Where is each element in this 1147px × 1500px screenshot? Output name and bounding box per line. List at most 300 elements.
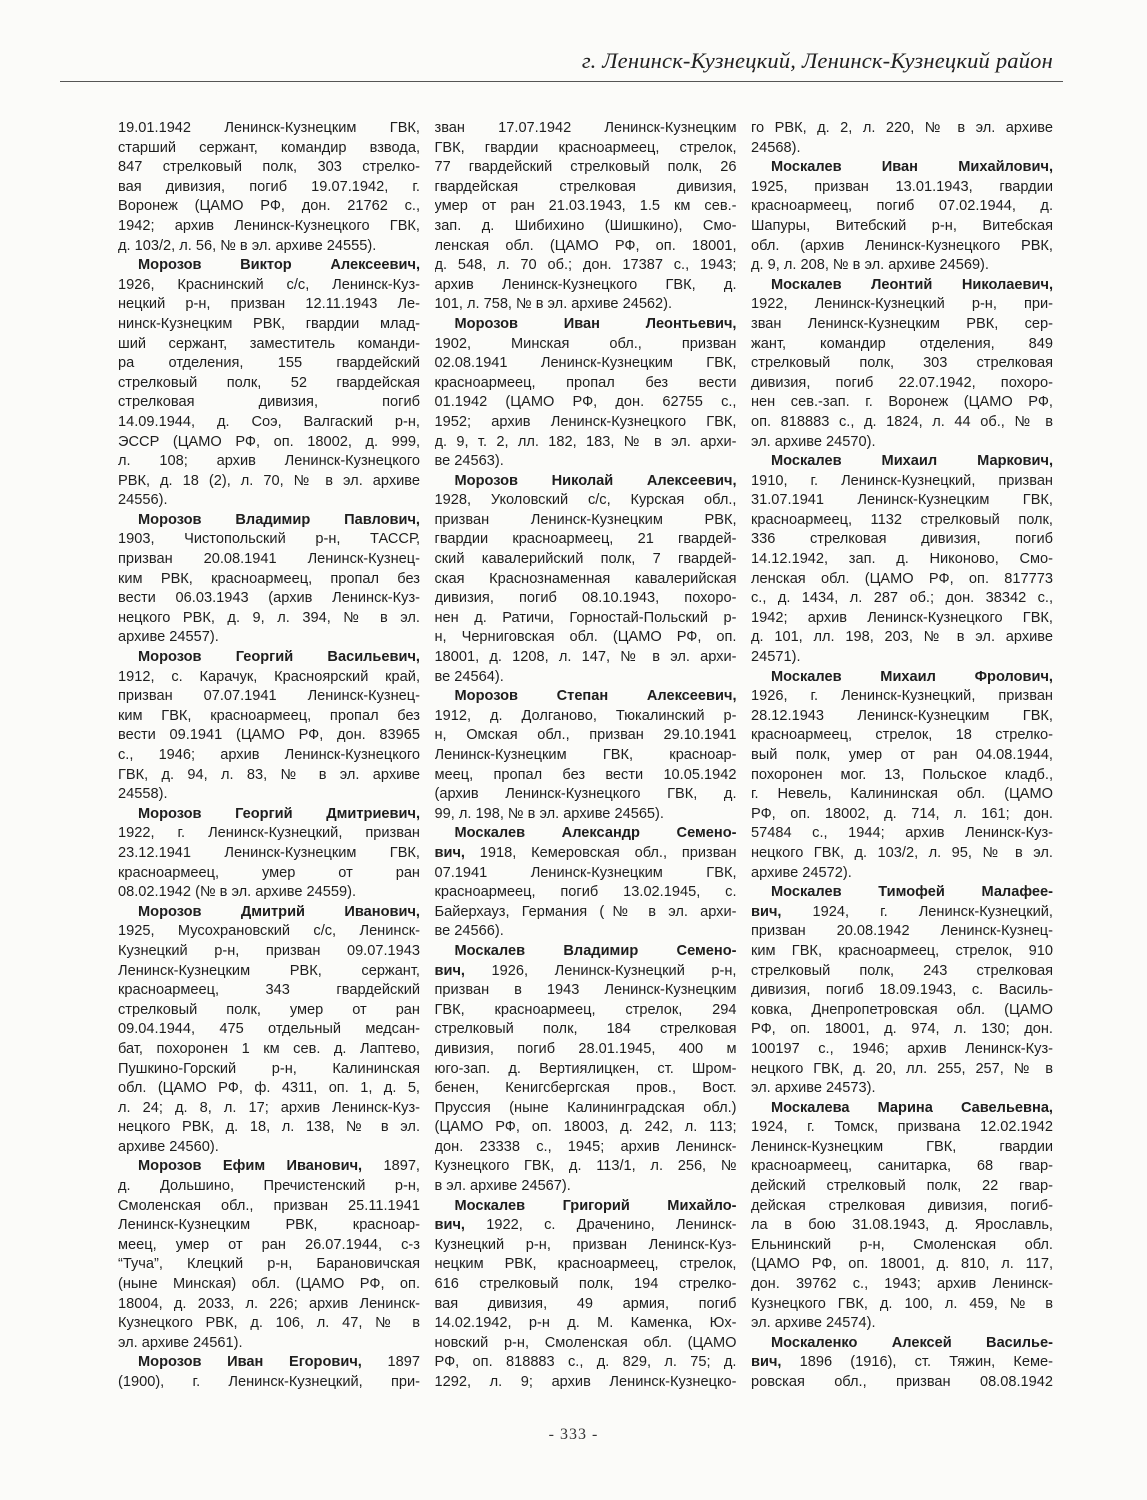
text-line [118, 1118, 420, 1138]
line-text: РФ, оп. 818883 с., д. 829, л. 75; д. [434, 1354, 737, 1371]
text-line [751, 962, 1053, 982]
text-line [118, 962, 420, 982]
entry-name-line [751, 1353, 1053, 1373]
text-line [751, 1060, 1053, 1080]
text-line [751, 785, 1053, 805]
text-line [751, 139, 1053, 159]
line-text: 24568). [751, 139, 801, 156]
text-line [435, 1020, 737, 1040]
text-line [751, 393, 1053, 413]
line-text: 99, л. 198, № в эл. архиве 24565). [434, 805, 664, 822]
line-text: 23.12.1941 Ленинск-Кузнецким ГВК, [118, 844, 420, 861]
text-line [118, 746, 420, 766]
text-line [751, 687, 1053, 707]
text-line [751, 197, 1053, 217]
text-line [118, 295, 420, 315]
line-text: 1292, л. 9; архив Ленинск-Кузнецко- [434, 1374, 737, 1390]
text-line [118, 530, 420, 550]
line-text: дон. 39762 с., 1943; архив Ленинск- [751, 1276, 1053, 1293]
person-name: Морозов Владимир Павлович, [138, 511, 420, 528]
line-text: ким РВК, красноармеец, пропал без [118, 570, 420, 587]
line-text: 14.09.1944, д. Соэ, Валгаский р-н, [118, 413, 420, 430]
text-line [435, 981, 737, 1001]
text-line [118, 824, 420, 844]
line-text: 1926, Краснинский с/с, Ленинск-Куз- [118, 276, 420, 293]
line-text: (ныне Минская) обл. (ЦАМО РФ, оп. [118, 1276, 420, 1293]
line-text: д. 103/2, л. 56, № в эл. архиве 24555). [118, 237, 377, 254]
text-line [118, 1236, 420, 1256]
person-name: Морозов Виктор Алексеевич, [138, 257, 420, 274]
line-text: 616 стрелковый полк, 194 стрелко- [434, 1276, 737, 1293]
entry-name-line [435, 824, 737, 844]
line-text: с., д. 1434, л. 287 об.; дон. 38342 с., [751, 590, 1053, 607]
line-text: 1897 [361, 1354, 420, 1371]
line-text: стрелковый полк, умер от ран [118, 1001, 420, 1018]
line-text: вая дивизия, 49 армия, погиб [434, 1295, 737, 1312]
line-text: красноармеец, стрелок, 18 стрелко- [751, 727, 1053, 744]
person-name: Москаленко Алексей Василье- [771, 1334, 1053, 1351]
text-line [118, 1373, 420, 1393]
text-line [435, 1353, 737, 1373]
line-text: гвардейская стрелковая дивизия, [434, 178, 737, 195]
line-text: юго-зап. д. Вертиялицкен, ст. Шром- [434, 1060, 737, 1077]
text-line [435, 1001, 737, 1021]
text-line [435, 217, 737, 237]
text-line [751, 335, 1053, 355]
line-text: ский кавалерийский полк, 7 гвардей- [434, 551, 737, 568]
line-text: в эл. архиве 24567). [434, 1178, 571, 1195]
text-line [751, 217, 1053, 237]
line-text: 1925, Мусохрановский с/с, Ленинск- [118, 923, 420, 940]
line-text: ший сержант, заместитель команди- [118, 335, 420, 352]
line-text: ким ГВК, красноармеец, стрелок, 910 [751, 942, 1053, 959]
line-text: нинск-Кузнецким РВК, гвардии млад- [118, 315, 420, 332]
text-line [435, 903, 737, 923]
text-line [435, 589, 737, 609]
text-line [118, 1255, 420, 1275]
line-text: дивизия, погиб 08.10.1943, похоро- [434, 590, 737, 607]
line-text: 1918, Кемеровская обл., призван [464, 844, 737, 861]
text-line [118, 335, 420, 355]
line-text: дивизия, погиб 28.01.1945, 400 м [434, 1040, 737, 1057]
text-line [118, 139, 420, 159]
line-text: зап. д. Шибихино (Шишкино), Смо- [434, 217, 737, 234]
text-line [118, 315, 420, 335]
line-text: призван 20.08.1942 Ленинск-Кузнец- [751, 923, 1053, 940]
text-line [435, 922, 737, 942]
entry-name-line [751, 452, 1053, 472]
running-title: г. Ленинск-Кузнецкий, Ленинск-Кузнецкий район [581, 48, 1053, 73]
entry-name-line [118, 256, 420, 276]
line-text: нен д. Ратичи, Горностай-Польский р- [434, 609, 737, 626]
line-text: 18004, д. 2033, л. 226; архив Ленинск- [118, 1295, 420, 1312]
line-text: обл. (ЦАМО РФ, ф. 4311, оп. 1, д. 5, [118, 1080, 420, 1097]
line-text: нецким РВК, красноармеец, стрелок, [434, 1256, 737, 1273]
entry-name-line [435, 844, 737, 864]
text-line [751, 1197, 1053, 1217]
line-text: 1922, г. Ленинск-Кузнецкий, призван [118, 825, 420, 842]
text-line [751, 1020, 1053, 1040]
person-name: Москалев Иван Михайлович, [771, 159, 1053, 176]
text-line [751, 413, 1053, 433]
line-text: архив Ленинск-Кузнецкого ГВК, д. [434, 276, 737, 293]
text-line [118, 1275, 420, 1295]
text-line [435, 335, 737, 355]
text-line [751, 609, 1053, 629]
line-text: 1924, г. Ленинск-Кузнецкий, [781, 903, 1053, 920]
text-line [118, 1295, 420, 1315]
text-line [751, 1275, 1053, 1295]
line-text: РФ, оп. 18001, д. 974, л. 130; дон. [751, 1021, 1053, 1038]
line-text: 24556). [118, 492, 168, 509]
line-text: нецкого РВК, д. 18, л. 138, № в эл. [118, 1119, 420, 1136]
entry-name-line [118, 1157, 420, 1177]
line-text: умер от ран 21.03.1943, 1.5 км сев.- [434, 198, 737, 215]
line-text: 1942; архив Ленинск-Кузнецкого ГВК, [751, 609, 1053, 626]
text-line [751, 589, 1053, 609]
line-text: 24558). [118, 786, 168, 803]
line-text: 18001, д. 1208, л. 147, № в эл. архи- [434, 649, 737, 666]
entry-name-line [435, 962, 737, 982]
entry-name-line [118, 511, 420, 531]
line-text: ве 24564). [434, 668, 504, 685]
line-text: д. 9, л. 208, № в эл. архиве 24569). [751, 257, 989, 274]
text-line [118, 922, 420, 942]
line-text: красноармеец, умер от ран [118, 864, 420, 881]
line-text: вести 09.1941 (ЦАМО РФ, дон. 83965 [118, 727, 420, 744]
line-text: 1902, Минская обл., призван [434, 335, 737, 352]
text-line [435, 785, 737, 805]
text-line [435, 609, 737, 629]
line-text: дивизия, погиб 22.07.1942, похоро- [751, 374, 1053, 391]
entry-name-line [751, 883, 1053, 903]
text-line [751, 1295, 1053, 1315]
text-line [435, 707, 737, 727]
header-rule [60, 81, 1063, 82]
entry-name-line [118, 648, 420, 668]
entry-name-line [435, 315, 737, 335]
text-line [435, 1373, 737, 1393]
entry-name-line [435, 687, 737, 707]
text-line [435, 139, 737, 159]
line-text: 100197 с., 1946; архив Ленинск-Куз- [751, 1040, 1053, 1057]
entry-name-line [435, 472, 737, 492]
line-text: дивизия, погиб 18.09.1943, с. Василь- [751, 982, 1053, 999]
line-text: Пруссия (ныне Калининградская обл.) [434, 1099, 737, 1116]
text-line [435, 511, 737, 531]
line-text: ковка, Днепропетровская обл. (ЦАМО [751, 1001, 1053, 1018]
line-text: стрелковый полк, 243 стрелковая [751, 962, 1053, 979]
line-text: призван Ленинск-Кузнецким РВК, [434, 511, 737, 528]
column-right [751, 119, 1053, 1393]
line-text: Ленинск-Кузнецким ГВК, красноар- [434, 747, 737, 763]
text-line [118, 1334, 420, 1354]
text-line [751, 864, 1053, 884]
text-line [751, 1040, 1053, 1060]
line-text: красноармеец, пропал без вести [434, 374, 737, 391]
text-line [435, 726, 737, 746]
text-line [435, 1060, 737, 1080]
text-line [435, 178, 737, 198]
text-line [118, 1020, 420, 1040]
text-line [118, 374, 420, 394]
text-line [118, 942, 420, 962]
line-text: Ельнинский р-н, Смоленская обл. [751, 1236, 1053, 1253]
line-text: 01.1942 (ЦАМО РФ, дон. 62755 с., [434, 394, 737, 411]
line-text: вести 06.03.1943 (архив Ленинск-Куз- [118, 590, 420, 607]
entry-name-line [751, 276, 1053, 296]
text-line [435, 1079, 737, 1099]
text-line [435, 1255, 737, 1275]
line-text: г. Невель, Калининская обл. (ЦАМО [751, 786, 1053, 803]
text-line [751, 844, 1053, 864]
line-text: Кузнецкого ГВК, д. 113/1, л. 256, № [434, 1158, 737, 1175]
line-text: меец, умер от ран 26.07.1944, с-з [118, 1236, 420, 1253]
text-line [751, 746, 1053, 766]
text-line [118, 707, 420, 727]
entry-name-line [435, 942, 737, 962]
line-text: призван 20.08.1941 Ленинск-Кузнец- [118, 551, 420, 568]
text-line [118, 1060, 420, 1080]
line-text: эл. архиве 24570). [751, 433, 876, 450]
line-text: бат, похоронен 1 км сев. д. Лаптево, [118, 1040, 420, 1057]
line-text: 1952; архив Ленинск-Кузнецкого ГВК, [434, 413, 737, 430]
text-line [118, 119, 420, 139]
line-text: 09.04.1944, 475 отдельный медсан- [118, 1021, 420, 1038]
line-text: Байерхауз, Германия (№ в эл. архи- [434, 903, 737, 920]
text-line [751, 178, 1053, 198]
line-text: архиве 24572). [751, 864, 852, 881]
line-text: (архив Ленинск-Кузнецкого ГВК, д. [434, 786, 737, 803]
text-line [751, 766, 1053, 786]
line-text: н, Омская обл., призван 29.10.1941 [434, 727, 737, 744]
line-text: нецкий р-н, призван 12.11.1943 Ле- [118, 296, 420, 313]
text-line [435, 158, 737, 178]
text-line [118, 491, 420, 511]
text-line [751, 237, 1053, 257]
line-text: л. 108; архив Ленинск-Кузнецкого [118, 453, 420, 470]
text-line [751, 1118, 1053, 1138]
line-text: 14.02.1942, р-н д. М. Каменка, Юх- [434, 1315, 737, 1332]
line-text: эл. архиве 24574). [751, 1315, 876, 1332]
text-line [751, 491, 1053, 511]
text-line [435, 1177, 737, 1197]
line-text: 1926, г. Ленинск-Кузнецкий, призван [751, 688, 1053, 705]
text-line [435, 1157, 737, 1177]
text-line [751, 119, 1053, 139]
line-text: нен сев.-зап. г. Воронеж (ЦАМО РФ, [751, 394, 1053, 411]
line-text: призван 07.07.1941 Ленинск-Кузнец- [118, 688, 420, 705]
person-name: вич, [434, 962, 465, 979]
text-line [435, 550, 737, 570]
line-text: д. Дольшино, Пречистенский р-н, [118, 1178, 420, 1195]
text-line [751, 824, 1053, 844]
text-line [118, 589, 420, 609]
text-line [751, 354, 1053, 374]
person-name: Москалев Григорий Михайло- [454, 1197, 737, 1214]
line-text: ГВК, гвардии красноармеец, стрелок, [434, 139, 737, 156]
text-line [751, 707, 1053, 727]
text-line [435, 1314, 737, 1334]
line-text: (1900), г. Ленинск-Кузнецкий, при- [118, 1374, 420, 1390]
person-name: Москалев Михаил Маркович, [771, 453, 1053, 470]
text-line [118, 1197, 420, 1217]
line-text: стрелковый полк, 184 стрелковая [434, 1021, 737, 1038]
line-text: старший сержант, командир взвода, [118, 139, 420, 156]
text-line [435, 1099, 737, 1119]
entry-name-line [118, 805, 420, 825]
line-text: гвардии красноармеец, 21 гвардей- [434, 531, 737, 548]
text-line [435, 197, 737, 217]
text-line [751, 433, 1053, 453]
line-text: Кузнецкого РВК, д. 106, л. 47, № в [118, 1315, 420, 1332]
line-text: ра отделения, 155 гвардейский [118, 355, 420, 372]
text-line [751, 942, 1053, 962]
line-text: 1922, Ленинск-Кузнецкий р-н, при- [751, 296, 1053, 313]
line-text: 1896 (1916), ст. Тяжин, Кеме- [781, 1354, 1053, 1371]
line-text: эл. архиве 24573). [751, 1080, 876, 1097]
text-line [435, 295, 737, 315]
entry-name-line [751, 668, 1053, 688]
person-name: Москалев Михаил Фролович, [771, 668, 1053, 685]
text-line [751, 648, 1053, 668]
entry-name-line [118, 903, 420, 923]
person-name: вич, [434, 1217, 465, 1234]
line-text: РВК, д. 18 (2), л. 70, № в эл. архиве [118, 472, 420, 489]
text-line [118, 687, 420, 707]
text-line [118, 452, 420, 472]
column-middle [435, 119, 737, 1393]
line-text: 1925, призван 13.01.1943, гвардии [751, 178, 1053, 195]
text-line [435, 1040, 737, 1060]
line-text: ровская обл., призван 08.08.1942 [751, 1374, 1053, 1390]
text-line [118, 609, 420, 629]
text-line [118, 726, 420, 746]
line-text: “Туча”, Клецкий р-н, Барановичская [118, 1256, 420, 1273]
line-text: красноармеец, 343 гвардейский [118, 982, 420, 999]
text-line [751, 1001, 1053, 1021]
line-text: 1926, Ленинск-Кузнецкий р-н, [464, 962, 737, 979]
text-line [435, 1295, 737, 1315]
line-text: Ленинск-Кузнецким РВК, сержант, [118, 962, 420, 979]
text-line [435, 119, 737, 139]
text-line [751, 1138, 1053, 1158]
line-text: красноармеец, 1132 стрелковый полк, [751, 511, 1053, 528]
line-text: (ЦАМО РФ, оп. 18003, д. 242, л. 113; [434, 1119, 737, 1136]
text-line [751, 628, 1053, 648]
text-line [118, 785, 420, 805]
text-line [118, 413, 420, 433]
line-text: 1903, Чистопольский р-н, ТАССР, [118, 531, 420, 548]
text-line [435, 805, 737, 825]
line-text: ленская обл. (ЦАМО РФ, оп. 817773 [751, 570, 1053, 587]
line-text: Кузнецкого ГВК, д. 100, л. 459, № в [751, 1295, 1053, 1312]
text-line [751, 511, 1053, 531]
line-text: дейский стрелковый полк, 22 гвар- [751, 1178, 1053, 1195]
text-line [435, 668, 737, 688]
person-name: вич, [751, 903, 782, 920]
line-text: 28.12.1943 Ленинск-Кузнецким ГВК, [751, 707, 1053, 724]
line-text: (ЦАМО РФ, оп. 18001, д. 810, л. 117, [751, 1256, 1053, 1273]
text-line [751, 315, 1053, 335]
text-line [118, 354, 420, 374]
line-text: эл. архиве 24561). [118, 1334, 243, 1351]
line-text: ве 24563). [434, 453, 504, 470]
line-text: ла в бою 31.08.1943, д. Ярославль, [751, 1217, 1053, 1234]
line-text: Пушкино-Горский р-н, Калининская [118, 1060, 420, 1077]
entry-name-line [751, 1334, 1053, 1354]
text-line [118, 981, 420, 1001]
entry-name-line [751, 158, 1053, 178]
line-text: жант, командир отделения, 849 [751, 335, 1053, 352]
line-text: 847 стрелковый полк, 303 стрелко- [118, 159, 420, 176]
text-line [118, 237, 420, 257]
person-name: Морозов Николай Алексеевич, [454, 472, 737, 489]
line-text: Кузнецкий р-н, призван Ленинск-Куз- [434, 1236, 737, 1253]
text-line [118, 570, 420, 590]
text-line [435, 452, 737, 472]
text-line [118, 766, 420, 786]
text-line [751, 295, 1053, 315]
person-name: Морозов Степан Алексеевич, [454, 688, 737, 705]
line-text: 07.1941 Ленинск-Кузнецким ГВК, [434, 864, 737, 881]
text-line [751, 922, 1053, 942]
text-line [751, 1216, 1053, 1236]
text-line [751, 1314, 1053, 1334]
text-columns [118, 119, 1053, 1393]
text-line [751, 981, 1053, 1001]
line-text: 101, л. 758, № в эл. архиве 24562). [434, 296, 673, 313]
text-line [118, 864, 420, 884]
text-line [118, 1099, 420, 1119]
text-line [751, 550, 1053, 570]
person-name: Морозов Ефим Иванович, [138, 1158, 363, 1175]
line-text: д. 9, т. 2, лл. 182, 183, № в эл. архи- [434, 433, 737, 450]
text-line [435, 1275, 737, 1295]
line-text: вая дивизия, погиб 19.07.1942, г. [118, 178, 420, 195]
entry-name-line [435, 1216, 737, 1236]
line-text: 1912, с. Карачук, Красноярский край, [118, 668, 420, 685]
line-text: зван 17.07.1942 Ленинск-Кузнецким [434, 120, 737, 136]
line-text: 1922, с. Драченино, Ленинск- [464, 1217, 737, 1234]
entry-name-line [751, 1099, 1053, 1119]
text-line [435, 1236, 737, 1256]
person-name: Москалев Леонтий Николаевич, [771, 276, 1053, 293]
text-line [435, 256, 737, 276]
text-line [751, 1157, 1053, 1177]
text-line [751, 472, 1053, 492]
text-line [435, 746, 737, 766]
text-line [435, 374, 737, 394]
line-text: красноармеец, погиб 13.02.1945, с. [434, 884, 737, 901]
text-line [118, 1177, 420, 1197]
text-line [118, 1079, 420, 1099]
line-text: 1912, д. Долганово, Тюкалинский р- [434, 707, 737, 724]
line-text: стрелковая дивизия, погиб [118, 394, 420, 411]
entry-name-line [751, 903, 1053, 923]
line-text: меец, пропал без вести 10.05.1942 [434, 766, 737, 783]
line-text: призван в 1943 Ленинск-Кузнецким [434, 982, 737, 999]
line-text: ГВК, красноармеец, стрелок, 294 [434, 1001, 737, 1018]
line-text: ленская обл. (ЦАМО РФ, оп. 18001, [434, 237, 737, 254]
text-line [435, 628, 737, 648]
line-text: 19.01.1942 Ленинск-Кузнецким ГВК, [118, 120, 420, 136]
text-line [751, 1373, 1053, 1393]
line-text: ГВК, д. 94, л. 83, № в эл. архиве [118, 766, 420, 783]
text-line [118, 550, 420, 570]
line-text: РФ, оп. 18002, д. 714, л. 161; дон. [751, 805, 1053, 822]
text-line [751, 1236, 1053, 1256]
